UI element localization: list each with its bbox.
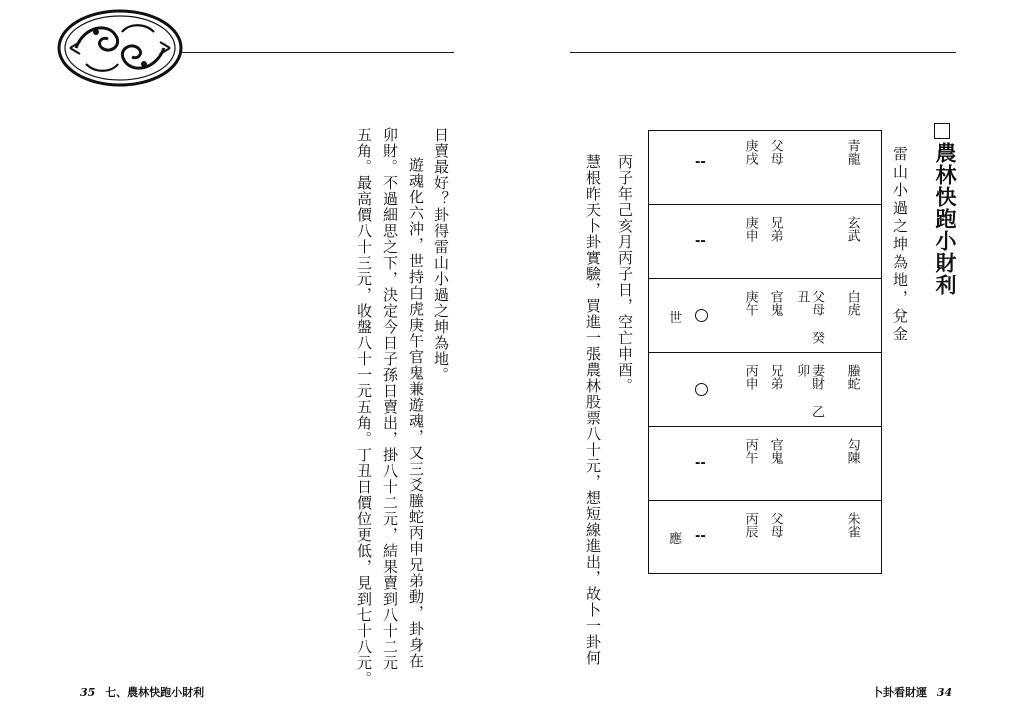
six-spirit: 青龍 [844, 139, 860, 165]
changed-line: 妻財 乙卯 [794, 364, 824, 418]
hexagram-row [649, 426, 881, 501]
right-page-number: 34 [936, 686, 953, 699]
header-rule-left [182, 52, 454, 53]
left-footer [74, 684, 204, 700]
stem-branch: 庚申 [742, 216, 758, 242]
stem-branch: 丙申 [742, 364, 758, 390]
ying-marker: 應 [669, 532, 683, 547]
six-relation: 父母 [767, 512, 783, 538]
moving-line-circle-icon [695, 309, 708, 322]
paragraph-2: 遊魂化六沖，世持白虎庚午官鬼兼遊魂，又三爻螣蛇丙申兄弟動，卦身在 [407, 157, 425, 669]
yin-line: -- [695, 234, 706, 249]
yin-line: -- [695, 155, 706, 170]
six-spirit: 朱雀 [844, 512, 860, 538]
six-relation: 兄弟 [767, 216, 783, 242]
six-spirit: 勾陳 [844, 438, 860, 464]
shi-marker: 世 [669, 311, 683, 326]
hexagram-row [649, 278, 881, 353]
header-rule-right [570, 52, 956, 53]
six-spirit: 白虎 [844, 290, 860, 316]
title-square-icon [934, 123, 950, 139]
right-footer [872, 684, 958, 700]
article-title: 農林快跑小財利 [933, 142, 957, 296]
intro-paragraph: 慧根昨天卜卦實驗，買進一張農林股票八十元，想短線進出，故卜一卦何 [584, 154, 602, 666]
hexagram-row [649, 204, 881, 279]
stem-branch: 丙午 [742, 438, 758, 464]
stem-branch: 丙辰 [742, 512, 758, 538]
left-running-title: 七、農林快跑小財利 [105, 686, 205, 699]
stem-branch: 庚戌 [742, 139, 758, 165]
six-relation: 兄弟 [767, 364, 783, 390]
six-relation: 官鬼 [767, 290, 783, 316]
changed-line: 父母 癸丑 [794, 290, 824, 344]
yin-line: -- [695, 529, 706, 544]
six-relation: 官鬼 [767, 438, 783, 464]
article-subtitle: 雷山小過之坤為地，兌金 [891, 146, 909, 344]
date-line: 丙子年己亥月丙子日，空亡申酉。 [616, 154, 634, 394]
paragraph-1: 日賣最好？卦得雷山小過之坤為地。 [432, 127, 450, 383]
dragon-medallion-icon [56, 8, 184, 88]
yin-line: -- [695, 456, 706, 471]
hexagram-row [649, 131, 881, 205]
paragraph-3: 卯財。不過細思之下，決定今日子孫日賣出，掛八十二元，結果賣到八十二元 [381, 127, 399, 671]
hexagram-row [649, 352, 881, 427]
six-relation: 父母 [767, 139, 783, 165]
hexagram-table [648, 130, 882, 574]
six-spirit: 玄武 [844, 216, 860, 242]
right-running-title: 卜卦看財運 [872, 686, 927, 699]
six-spirit: 螣蛇 [844, 364, 860, 390]
paragraph-4: 五角。最高價八十三元，收盤八十一元五角。丁丑日價位更低，見到七十八元。 [355, 127, 373, 687]
moving-line-circle-icon [695, 383, 708, 396]
stem-branch: 庚午 [742, 290, 758, 316]
hexagram-row [649, 500, 881, 573]
left-page-number: 35 [80, 686, 96, 699]
